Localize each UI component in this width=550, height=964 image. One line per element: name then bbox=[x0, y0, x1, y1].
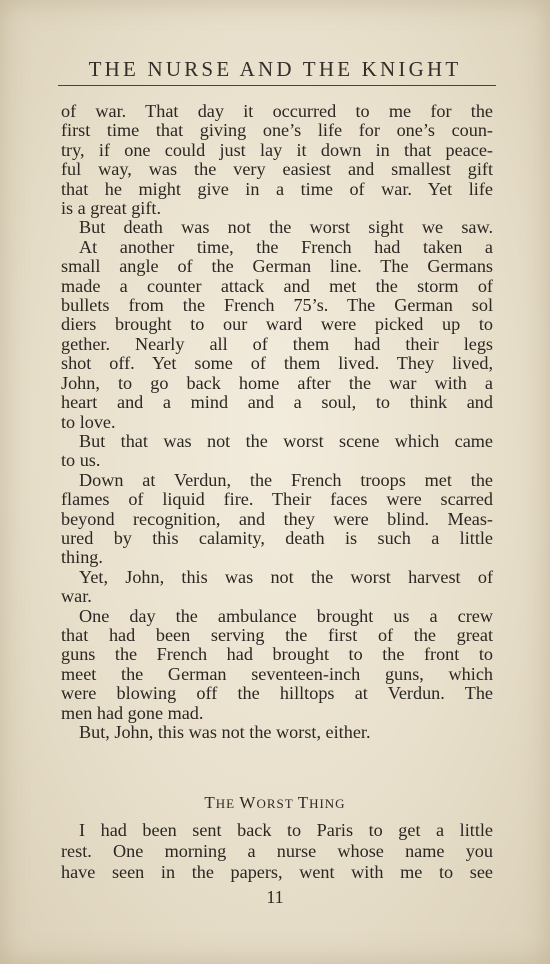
body-text-line: flames of liquid fire. Their faces were scarred bbox=[61, 489, 493, 510]
body-text-line: heart and a mind and a soul, to think and bbox=[61, 392, 493, 413]
section-title-part: T bbox=[297, 793, 310, 812]
section-title-part: HING bbox=[309, 796, 346, 811]
running-head: THE NURSE AND THE KNIGHT bbox=[88, 57, 462, 81]
body-text-line: thing. bbox=[61, 547, 103, 568]
body-text-line: beyond recognition, and they were blind. Meas- bbox=[61, 508, 493, 529]
section-title-part: ORST bbox=[256, 796, 298, 811]
section-body-line: I had been sent back to Paris to get a little bbox=[79, 820, 493, 840]
body-text-line: John, to go back home after the war with a bbox=[61, 372, 493, 393]
section-body-text bbox=[61, 820, 493, 883]
body-text-line: Down at Verdun, the French troops met the bbox=[79, 469, 493, 490]
body-text-line: of war. That day it occurred to me for the bbox=[61, 101, 493, 121]
section-title bbox=[0, 793, 550, 813]
body-text-line: One day the ambulance brought us a crew bbox=[79, 605, 493, 626]
body-text-line: small angle of the German line. The Germans bbox=[61, 256, 493, 277]
body-text-line: men had gone mad. bbox=[61, 702, 204, 723]
section-title-part: W bbox=[239, 793, 257, 812]
section-title-part: T bbox=[204, 793, 216, 812]
body-text-line: gether. Nearly all of them had their legs bbox=[61, 333, 493, 354]
section-title-part: HE bbox=[215, 796, 240, 811]
body-text-line: But death was not the worst sight we saw. bbox=[79, 217, 493, 238]
body-text-line: guns the French had brought to the front to bbox=[61, 644, 493, 665]
body-text-line: shot off. Yet some of them lived. They lived, bbox=[61, 353, 493, 374]
body-text-line: that he might give in a time of war. Yet life bbox=[61, 178, 493, 199]
body-text-line: made a counter attack and met the storm of bbox=[61, 275, 493, 296]
body-text-line: ful way, was the very easiest and smallest gift bbox=[61, 159, 493, 180]
body-text-line: meet the German seventeen-inch guns, which bbox=[61, 663, 493, 684]
body-text-line: At another time, the French had taken a bbox=[79, 236, 493, 257]
body-text-line: to us. bbox=[61, 450, 101, 471]
body-text-line: diers brought to our ward were picked up to bbox=[61, 314, 493, 335]
body-text-line: is a great gift. bbox=[61, 198, 161, 219]
section-body-line: have seen in the papers, went with me to see bbox=[61, 862, 493, 882]
body-text-line: first time that giving one’s life for one’s coun- bbox=[61, 120, 493, 141]
body-text-line: ured by this calamity, death is such a little bbox=[61, 527, 493, 548]
body-text bbox=[61, 102, 493, 742]
body-text-line: war. bbox=[61, 586, 92, 607]
body-text-line: try, if one could just lay it down in that peace- bbox=[61, 139, 493, 160]
body-text-line: to love. bbox=[61, 411, 116, 432]
body-text-line: that had been serving the first of the great bbox=[61, 624, 493, 645]
body-text-line: But, John, this was not the worst, either. bbox=[79, 722, 371, 742]
body-text-line: Yet, John, this was not the worst harvest of bbox=[79, 566, 493, 587]
section-body-line: rest. One morning a nurse whose name you bbox=[61, 841, 493, 861]
page-number: 11 bbox=[266, 887, 284, 907]
body-text-line: But that was not the worst scene which came bbox=[79, 430, 493, 451]
body-text-line: were blowing off the hilltops at Verdun. The bbox=[61, 683, 493, 704]
body-text-line: bullets from the French 75’s. The German sol bbox=[61, 295, 493, 316]
running-head-rule bbox=[58, 85, 496, 86]
